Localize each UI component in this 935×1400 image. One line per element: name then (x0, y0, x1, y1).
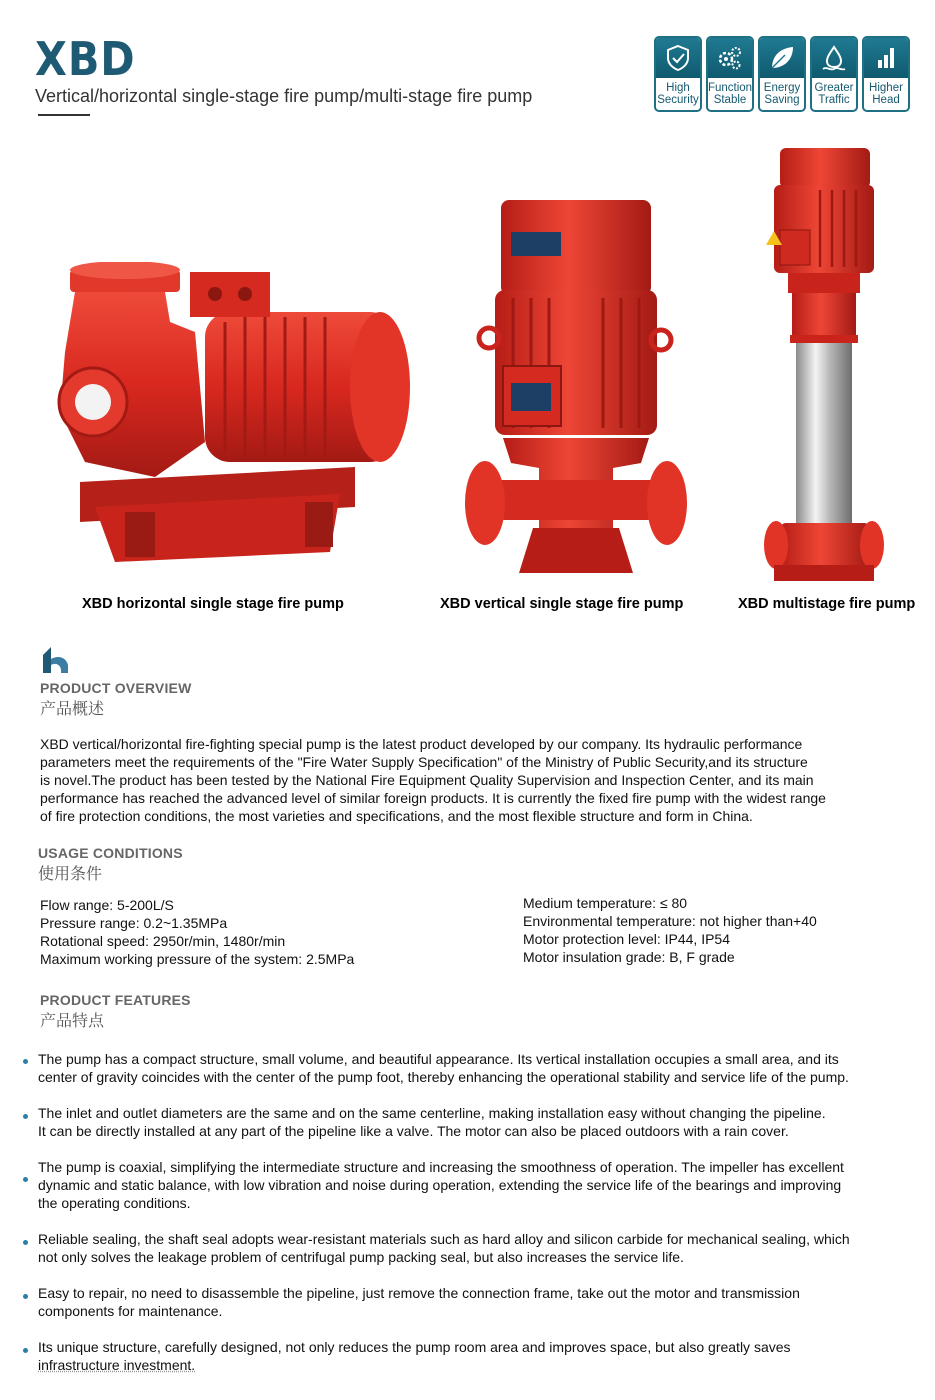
usage-left-list (40, 896, 490, 968)
feature-item (38, 1050, 918, 1086)
bullet-icon (23, 1114, 28, 1119)
page-subtitle: Vertical/horizontal single-stage fire pump/multi-stage fire pump (35, 86, 533, 106)
product-caption: XBD vertical single stage fire pump (440, 596, 684, 612)
feature-line: dynamic and static balance, with low vibration and noise during operation, extending the service life of the bearings and improving (38, 1177, 842, 1193)
badge-label: Energy Saving (763, 82, 801, 106)
usage-heading-cn: 使用条件 (38, 866, 103, 883)
bullet-icon (23, 1177, 28, 1182)
horizontal-pump-image (55, 262, 415, 567)
overview-text (40, 735, 920, 825)
feature-line: infrastructure investment. (38, 1357, 196, 1373)
bullet-icon (23, 1294, 28, 1299)
feature-line: components for maintenance. (38, 1303, 223, 1319)
feature-line: Easy to repair, no need to disassemble the pipeline, just remove the connection frame, take out the motor and transmission (38, 1285, 800, 1301)
feature-line: center of gravity coincides with the center of the pump foot, thereby enhancing the operational stability and service life of the pump. (38, 1069, 849, 1085)
usage-right-list (523, 894, 923, 966)
badge-label: High Security (657, 82, 699, 106)
brand-title: XBD (35, 32, 136, 86)
overview-line: performance has reached the advanced level of similar foreign products. It is currently the fixed fire pump with the widest range (40, 790, 826, 806)
feature-line: The pump has a compact structure, small volume, and beautiful appearance. Its vertical installation occupies a small area, and its (38, 1051, 839, 1067)
overview-heading-cn: 产品概述 (40, 701, 105, 718)
gears-icon (715, 43, 745, 73)
badge-label: Higher Head (869, 82, 903, 106)
usage-item: Rotational speed: 2950r/min, 1480r/min (40, 933, 286, 949)
feature-item (38, 1104, 918, 1140)
overview-heading: PRODUCT OVERVIEW (40, 680, 192, 696)
overview-line: of fire protection conditions, the most varieties and specifications, and the most flexible structure and form in China. (40, 808, 753, 824)
features-heading: PRODUCT FEATURES (40, 992, 191, 1008)
usage-heading: USAGE CONDITIONS (38, 845, 183, 861)
features-heading-cn: 产品特点 (40, 1013, 105, 1030)
badge-high-security (654, 36, 702, 112)
usage-item: Maximum working pressure of the system: 2.5MPa (40, 951, 355, 967)
feature-line: It can be directly installed at any part of the pipeline like a valve. The motor can also be placed outdoors with a rain cover. (38, 1123, 789, 1139)
feature-item (38, 1284, 918, 1320)
feature-line: The pump is coaxial, simplifying the intermediate structure and increasing the smoothness of operation. The impeller has excellent (38, 1159, 844, 1175)
title-underline (38, 114, 90, 116)
product-caption: XBD horizontal single stage fire pump (82, 596, 344, 612)
bar-chart-icon (871, 43, 901, 73)
badge-label: Function Stable (707, 82, 753, 106)
bullet-icon (23, 1059, 28, 1064)
overview-line: XBD vertical/horizontal fire-fighting special pump is the latest product developed by our company. Its hydraulic performance (40, 736, 803, 752)
bullet-icon (23, 1240, 28, 1245)
feature-line: Reliable sealing, the shaft seal adopts wear-resistant materials such as hard alloy and silicon carbide for mechanical sealing, which (38, 1231, 850, 1247)
shield-icon (664, 43, 692, 73)
bullet-icon (23, 1348, 28, 1353)
company-logo-icon (40, 645, 72, 675)
feature-line: the operating conditions. (38, 1195, 191, 1211)
usage-item: Medium temperature: ≤ 80 (523, 895, 688, 911)
feature-badges (654, 36, 910, 112)
water-drop-icon (819, 43, 849, 73)
badge-function-stable (706, 36, 754, 112)
usage-item: Flow range: 5-200L/S (40, 897, 174, 913)
usage-item: Motor insulation grade: B, F grade (523, 949, 735, 965)
badge-greater-traffic (810, 36, 858, 112)
feature-line: not only solves the leakage problem of centrifugal pump packing seal, but also increases the service life. (38, 1249, 684, 1265)
usage-item: Environmental temperature: not higher than+40 (523, 913, 817, 929)
overview-line: parameters meet the requirements of the "Fire Water Supply Specification" of the Ministry of Public Security,and its structure (40, 754, 808, 770)
overview-line: is novel.The product has been tested by the National Fire Equipment Quality Supervision and Inspection Center, and its main (40, 772, 814, 788)
feature-item (38, 1338, 918, 1374)
feature-line: Its unique structure, carefully designed, not only reduces the pump room area and improves space, but also greatly saves (38, 1339, 791, 1355)
leaf-icon (767, 43, 797, 73)
multistage-pump-image (760, 145, 885, 585)
badge-label: Greater Traffic (814, 82, 854, 106)
feature-item (38, 1230, 918, 1266)
product-caption: XBD multistage fire pump (738, 596, 916, 612)
usage-item: Motor protection level: IP44, IP54 (523, 931, 730, 947)
feature-line: The inlet and outlet diameters are the same and on the same centerline, making installation easy without changing the pipeline. (38, 1105, 826, 1121)
usage-item: Pressure range: 0.2~1.35MPa (40, 915, 228, 931)
feature-item (38, 1158, 918, 1212)
badge-energy-saving (758, 36, 806, 112)
badge-higher-head (862, 36, 910, 112)
vertical-pump-image (463, 198, 689, 578)
